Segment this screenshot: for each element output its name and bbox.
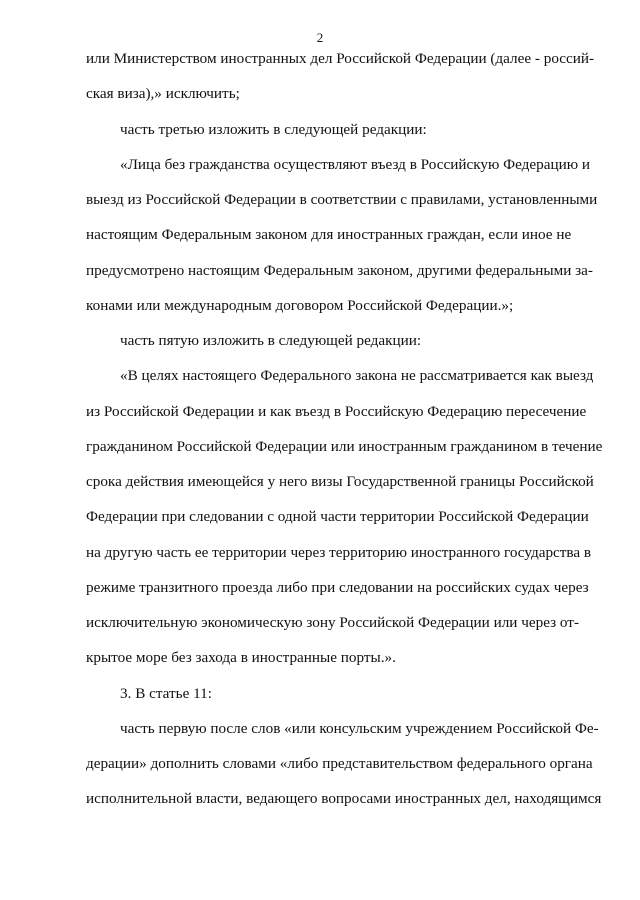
- text-line-14: Федерации при следовании с одной части территории Российской Федерации: [86, 508, 589, 525]
- text-line-7: предусмотрено настоящим Федеральным законом, другими федеральными за-: [86, 262, 593, 279]
- text-line-12: гражданином Российской Федерации или иностранным гражданином в течение: [86, 438, 603, 455]
- text-line-22: исполнительной власти, ведающего вопросами иностранных дел, находящимся: [86, 790, 602, 807]
- text-line-10: «В целях настоящего Федерального закона не рассматривается как выезд: [120, 367, 594, 384]
- text-line-13: срока действия имеющейся у него визы Государственной границы Российской: [86, 473, 594, 490]
- text-line-21: дерации» дополнить словами «либо представительством федерального органа: [86, 755, 593, 772]
- text-line-1: или Министерством иностранных дел Российской Федерации (далее - россий-: [86, 50, 595, 67]
- text-line-18: крытое море без захода в иностранные порты.».: [86, 649, 396, 666]
- text-line-6: настоящим Федеральным законом для иностранных граждан, если иное не: [86, 226, 572, 243]
- page-number: 2: [316, 30, 324, 45]
- text-line-16: режиме транзитного проезда либо при следовании на российских судах через: [86, 579, 589, 596]
- text-line-5: выезд из Российской Федерации в соответствии с правилами, установленными: [86, 191, 598, 208]
- text-line-11: из Российской Федерации и как въезд в Российскую Федерацию пересечение: [86, 403, 587, 420]
- text-line-4: «Лица без гражданства осуществляют въезд в Российскую Федерацию и: [120, 156, 590, 173]
- text-line-19: 3. В статье 11:: [120, 685, 212, 702]
- text-line-20: часть первую после слов «или консульским учреждением Российской Фе-: [120, 720, 599, 737]
- text-line-17: исключительную экономическую зону Российской Федерации или через от-: [86, 614, 579, 631]
- text-line-8: конами или международным договором Российской Федерации.»;: [86, 297, 514, 314]
- text-line-3: часть третью изложить в следующей редакции:: [120, 121, 427, 138]
- text-line-2: ская виза),» исключить;: [86, 85, 240, 102]
- text-line-15: на другую часть ее территории через территорию иностранного государства в: [86, 544, 592, 561]
- text-line-9: часть пятую изложить в следующей редакции:: [120, 332, 422, 349]
